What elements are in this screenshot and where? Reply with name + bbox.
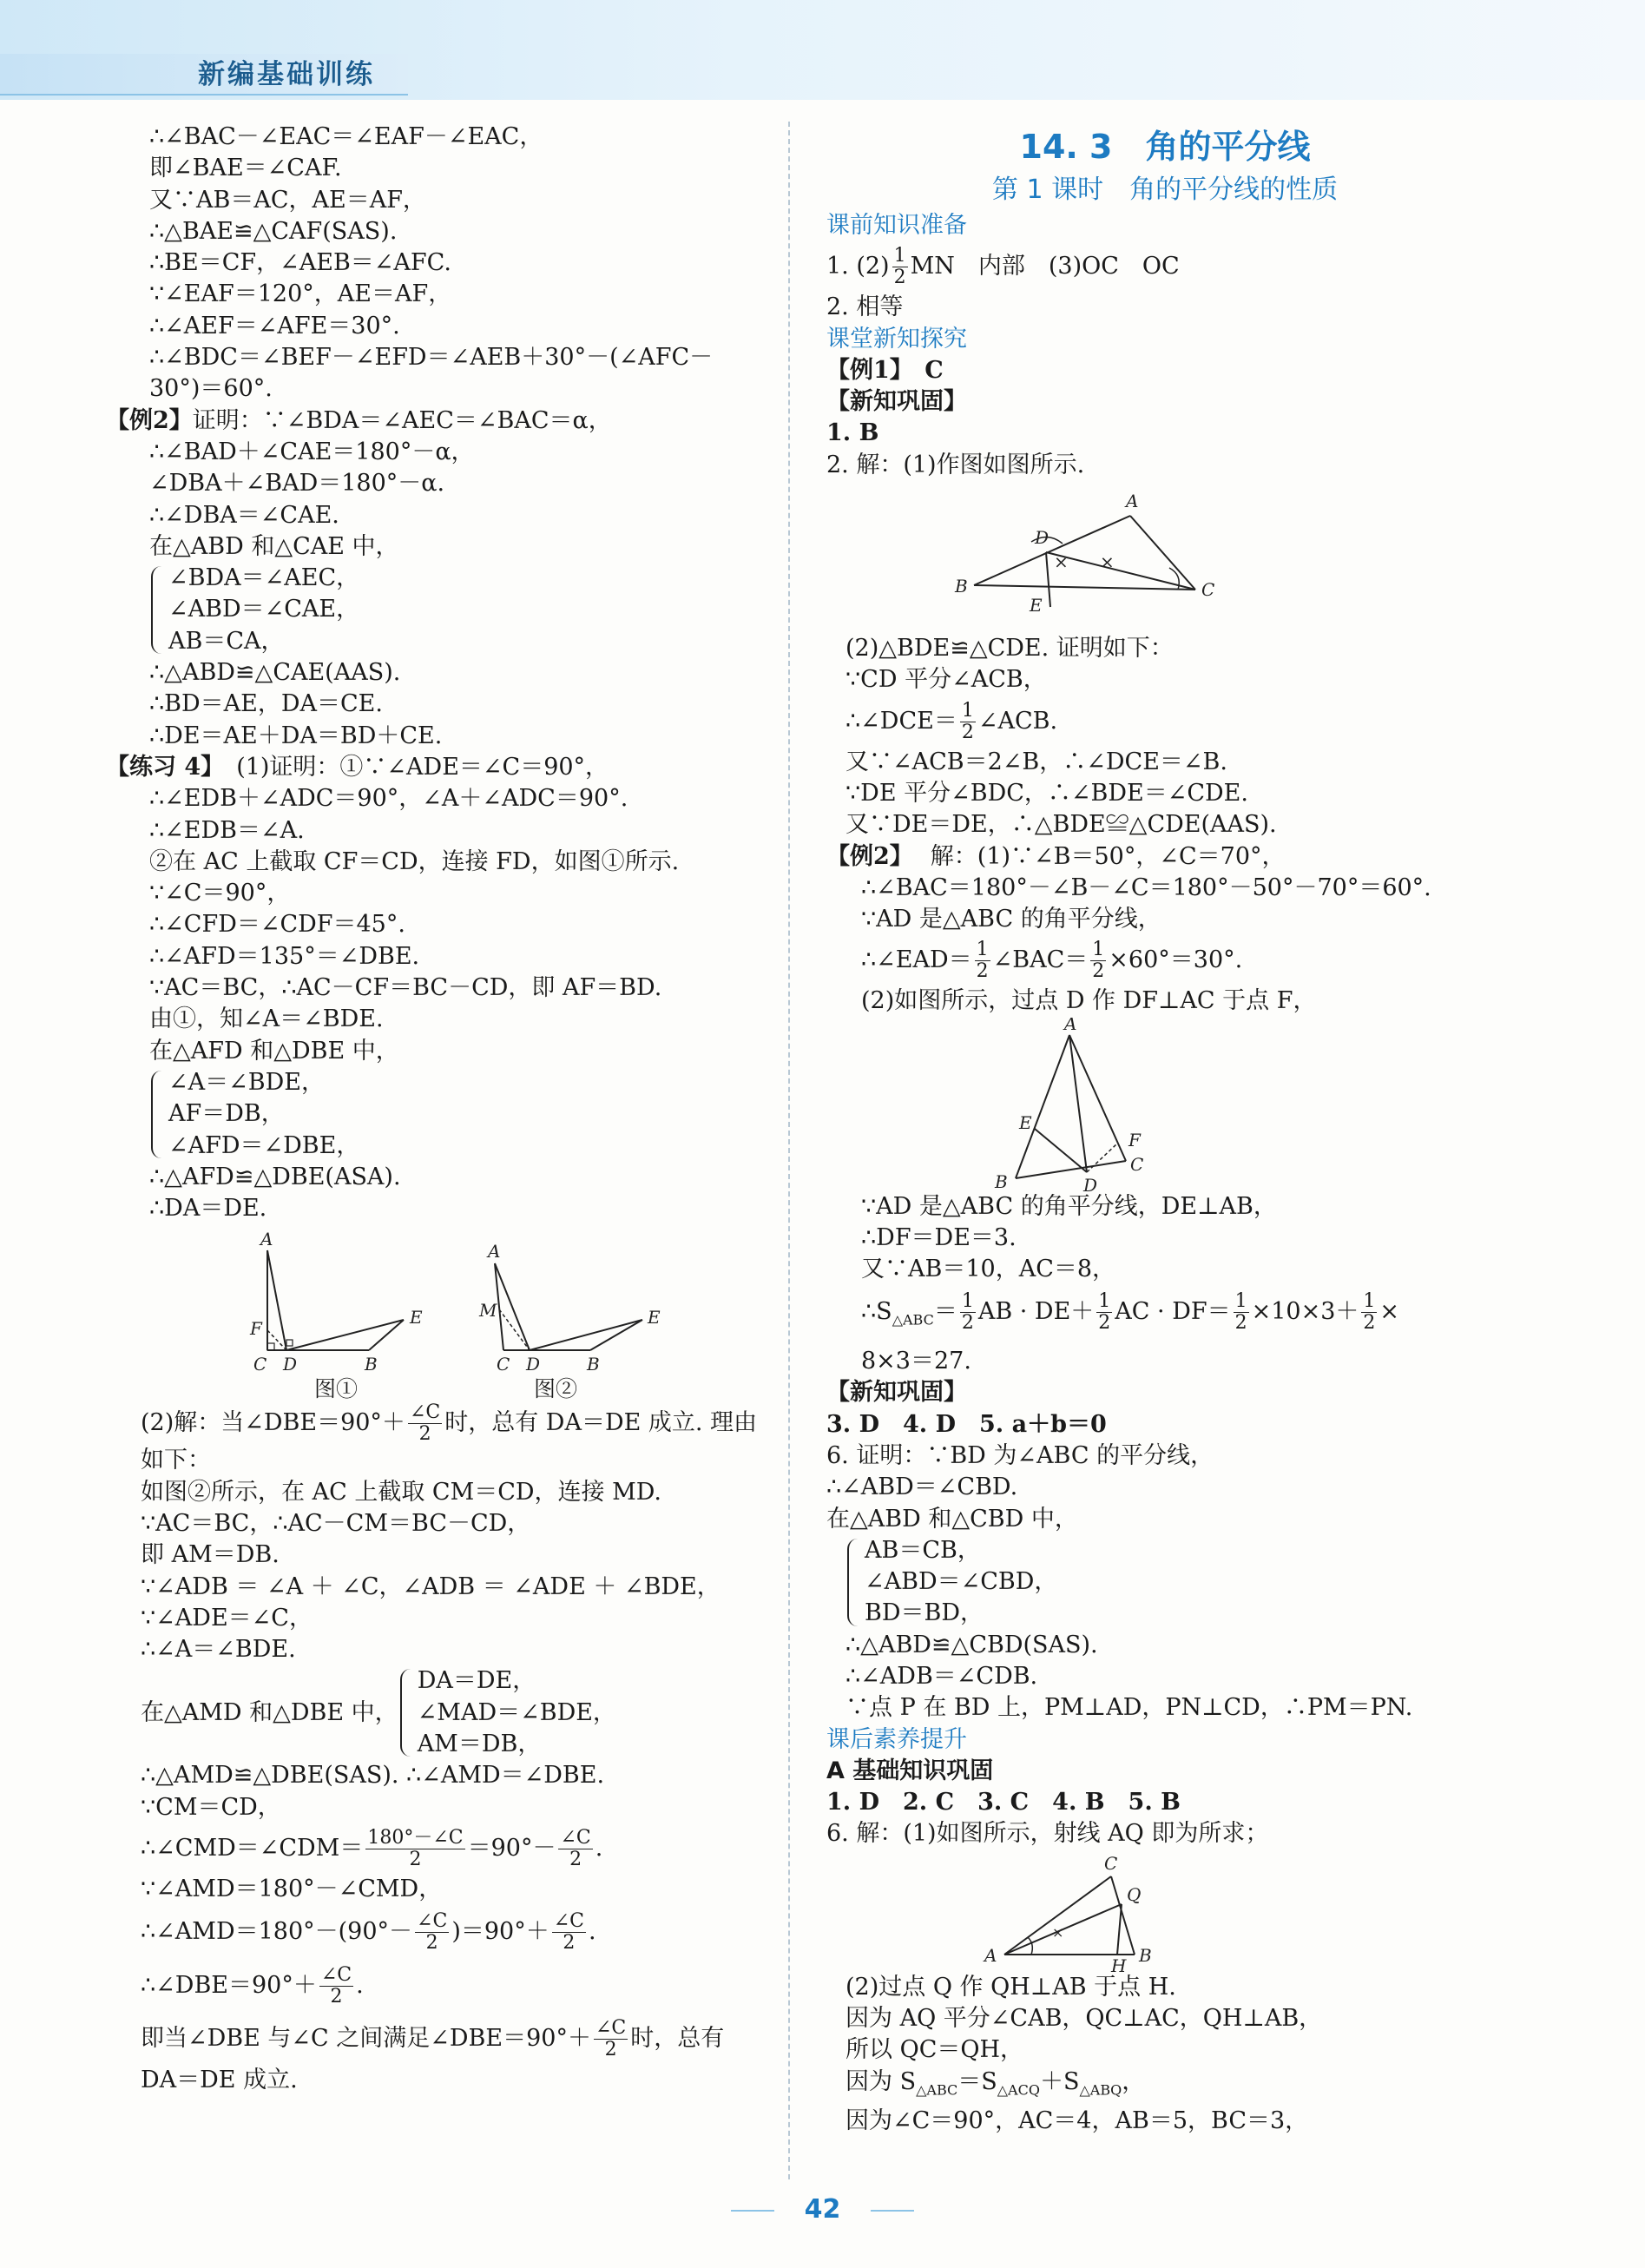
- figC-label-h: H: [1111, 1955, 1127, 1972]
- figure-a: [826, 481, 1486, 633]
- text-line: ∴∠BDC＝∠BEF－∠EFD＝∠AEB＋30°－(∠AFC－: [149, 344, 714, 372]
- text-line: ∴∠EDB＝∠A.: [149, 816, 305, 844]
- prep-2: 2. 相等: [826, 293, 904, 321]
- text-line: ∵CD 平分∠ACB，: [846, 666, 1047, 694]
- text-run: ∴∠EAD＝: [861, 946, 972, 974]
- conclusion-end: DA＝DE 成立.: [141, 2067, 298, 2094]
- text-run: ×10×3＋: [1251, 1297, 1359, 1325]
- part-2-body: [141, 1445, 773, 1665]
- text-line: ∴△ABD≌△CBD(SAS).: [846, 1631, 1098, 1658]
- fraction-numerator: 1: [1363, 1289, 1376, 1312]
- example-2-label: 【例2】: [826, 842, 913, 870]
- ead-equation: [861, 935, 1504, 986]
- text-run: (2)解：当∠DBE＝90°＋: [141, 1409, 405, 1437]
- text-line: ∴△ABD≌△CAE(AAS).: [149, 659, 401, 687]
- fraction-numerator: 1: [1098, 1289, 1111, 1312]
- subscript: △ABC: [916, 2081, 958, 2099]
- amd-line-2: ∴∠AMD＝180°－(90°－ $\frac{\angle C}{2}$ )＝90°＋ $\frac{\angle C}{2}$ .: [141, 1910, 596, 1955]
- text-line: (2)过点 Q 作 QH⊥AB 于点 H.: [846, 1973, 1176, 2001]
- area-sum-line: [846, 2067, 1504, 2106]
- text-line: 6. 证明：∵BD 为∠ABC 的平分线，: [826, 1441, 1214, 1469]
- fig2-label-m: M: [479, 1300, 497, 1322]
- text-line: 在△ABD 和△CBD 中，: [826, 1505, 1078, 1533]
- fig2-label-e: E: [648, 1307, 661, 1328]
- text-line: ∴∠ADB＝∠CDB.: [846, 1663, 1038, 1690]
- fraction-denominator: 2: [563, 1932, 576, 1955]
- example-2-heading-line: [106, 405, 773, 437]
- text-run: ∠ACB.: [977, 707, 1058, 735]
- text-line: ∠A＝∠BDE，: [168, 1068, 325, 1096]
- fraction-denominator: 2: [1098, 1311, 1111, 1334]
- text-line: ∴∠AFD＝135°＝∠DBE.: [149, 942, 420, 970]
- figB-label-d: D: [1083, 1174, 1098, 1191]
- figA-label-e: E: [1030, 595, 1043, 616]
- fraction-one-half: [1361, 1291, 1377, 1334]
- example-2-conclusion: [149, 657, 773, 752]
- text-line: ∴△AMD≌△DBE(SAS). ∴∠AMD＝∠DBE.: [141, 1762, 605, 1790]
- example-2-line: 证明：∵∠BDA＝∠AEC＝∠BAC＝α，: [192, 406, 612, 434]
- text-run: ×: [1379, 1297, 1399, 1325]
- conclusion-line: [141, 2013, 773, 2065]
- fraction-denominator: 2: [604, 2039, 617, 2061]
- left-column: [106, 122, 773, 2097]
- fig2-label-a: A: [488, 1241, 501, 1263]
- practice-4-body: [149, 783, 773, 1067]
- problem-6-conclusion: [846, 1630, 1504, 1724]
- text-line: 如图②所示，在 AC 上截取 CM＝CD，连接 MD.: [141, 1478, 662, 1506]
- fraction-c-over-2: [408, 1402, 442, 1445]
- text-run: 在△AMD 和△DBE 中，: [141, 1698, 398, 1726]
- answer-1: 1. B: [826, 419, 879, 447]
- fraction-denominator: 2: [961, 721, 974, 743]
- question-6-body: [846, 1972, 1504, 2067]
- page-header: [0, 0, 1645, 100]
- text-line: ∴DF＝DE＝3.: [861, 1224, 1017, 1252]
- figA-label-a: A: [1126, 491, 1139, 512]
- fraction-denominator: 2: [330, 1986, 343, 2008]
- text-line: ∵点 P 在 BD 上，PM⊥AD，PN⊥CD，∴PM＝PN.: [846, 1694, 1413, 1722]
- dbe-line: ∴∠DBE＝90°＋ $\frac{\angle C}{2}$ .: [141, 1964, 364, 2008]
- text-line: ∵∠EAF＝120°，AE＝AF，: [149, 280, 452, 308]
- text-line: ∵∠C＝90°，: [149, 880, 291, 907]
- fraction-denominator: 2: [569, 1848, 582, 1870]
- fraction-one-half: [960, 1291, 976, 1334]
- fraction: [594, 2018, 628, 2060]
- text-line: 又∵∠ACB＝2∠B，∴∠DCE＝∠B.: [846, 748, 1227, 775]
- text-run: ∴∠DCE＝: [846, 707, 957, 735]
- fig1-label-a: A: [260, 1229, 273, 1250]
- answer-2: 2. 解：(1)作图如图所示.: [826, 451, 1085, 478]
- figB-label-b: B: [995, 1170, 1008, 1191]
- fraction-numerator: 1: [893, 245, 906, 267]
- text-line: ∴∠AEF＝∠AFE＝30°.: [149, 312, 400, 340]
- text-line: ∴∠A＝∠BDE.: [141, 1636, 296, 1664]
- fraction-numerator: ∠C: [409, 1401, 441, 1424]
- text-run: AB · DE＋: [977, 1297, 1095, 1325]
- text-line: ∴∠CFD＝∠CDF＝45°.: [149, 911, 405, 939]
- text-run: ＝90°－: [467, 1834, 556, 1862]
- text-line: ∴△BAE≌△CAF(SAS).: [149, 217, 398, 245]
- part-2-heading: [141, 1402, 773, 1445]
- fraction: [552, 1911, 586, 1954]
- text-run: ，: [1122, 2067, 1146, 2095]
- text-line: DA＝DE，: [417, 1667, 536, 1695]
- fraction-numerator: ∠C: [560, 1826, 591, 1849]
- text-line: 在△ABD 和△CAE 中，: [149, 532, 399, 560]
- part-2-conclusion: [141, 1760, 773, 1823]
- figure-2: [478, 1241, 661, 1375]
- text-line: ∴∠BAC＝180°－∠B－∠C＝180°－50°－70°＝60°.: [861, 874, 1431, 901]
- text-line: 因为 AQ 平分∠CAB，QC⊥AC，QH⊥AB，: [846, 2005, 1323, 2033]
- lesson-title: 第 1 课时 角的平分线的性质: [991, 175, 1339, 205]
- fraction-numerator: ∠C: [417, 1910, 448, 1933]
- answers-1-5: 1. D 2. C 3. C 4. B 5. B: [826, 1789, 1181, 1816]
- fraction-one-half: [1096, 1291, 1112, 1334]
- example-2-heading: [826, 841, 1504, 873]
- text-line: ∴DE＝AE＋DA＝BD＋CE.: [149, 722, 443, 749]
- fraction-numerator: 1: [961, 1289, 974, 1312]
- fig1-label-b: B: [365, 1354, 378, 1375]
- fraction-denominator: 2: [893, 267, 906, 289]
- example-1: 【例1】 C: [826, 356, 944, 384]
- text-run: 解：(1)∵∠B＝50°，∠C＝70°，: [930, 842, 1286, 870]
- text-run: 即当∠DBE 与∠C 之间满足∠DBE＝90°＋: [141, 2025, 591, 2053]
- text-line: 由①，知∠A＝∠BDE.: [149, 1005, 384, 1033]
- text-line: ∠ABD＝∠CAE，: [168, 596, 360, 623]
- fraction-denominator: 2: [425, 1932, 438, 1955]
- figB-label-e: E: [1019, 1111, 1032, 1133]
- text-run: ＝: [933, 1297, 957, 1325]
- fraction-numerator: 1: [976, 939, 989, 961]
- svg-text:×: ×: [1052, 1923, 1064, 1941]
- example-2-label: 【例2】: [106, 406, 193, 434]
- fraction-denominator: 2: [1092, 960, 1105, 983]
- fraction-denominator: 2: [961, 1311, 974, 1334]
- fraction-denominator: 2: [418, 1423, 431, 1446]
- fraction-numerator: 1: [1092, 939, 1105, 961]
- text-line: 又∵AB＝10，AC＝8，: [861, 1256, 1116, 1283]
- left-brace: [847, 1539, 861, 1626]
- figA-label-c: C: [1201, 579, 1215, 601]
- text-line: ∴∠BAC－∠EAC＝∠EAF－∠EAC，: [149, 123, 543, 150]
- column-divider: [788, 122, 790, 2179]
- figure-b: [826, 1018, 1486, 1191]
- subscript: △ACQ: [997, 2081, 1040, 2099]
- consolidate-heading-2: 【新知巩固】: [826, 1379, 967, 1407]
- text-line: ∵AC＝BC，∴AC－CM＝BC－CD，: [141, 1509, 531, 1537]
- answer-continuation: [149, 122, 773, 405]
- section-classroom: 课堂新知探究: [826, 325, 967, 353]
- text-line: ∵CM＝CD，: [141, 1793, 281, 1821]
- fig2-label-b: B: [587, 1354, 600, 1375]
- text-line: ∴∠EDB＋∠ADC＝90°，∠A＋∠ADC＝90°.: [149, 785, 628, 813]
- fraction-numerator: 180°－∠C: [367, 1826, 464, 1849]
- fig1-label-c: C: [253, 1354, 267, 1375]
- answers-3-5: 3. D 4. D 5. a＋b＝0: [826, 1410, 1107, 1438]
- example-2-body: [861, 873, 1504, 936]
- text-line: ∴∠BAD＋∠CAE＝180°－α，: [149, 438, 475, 465]
- answer-2-body: [846, 633, 1504, 696]
- text-line: ∵AD 是△ABC 的角平分线，DE⊥AB，: [861, 1192, 1277, 1220]
- text-line: ∴DA＝DE.: [149, 1195, 267, 1223]
- fraction-one-half: [1090, 940, 1106, 982]
- chapter-title: 14. 3 角的平分线: [1019, 128, 1311, 166]
- text-line: AB＝CB，: [865, 1536, 981, 1564]
- question-6-last: 因为∠C＝90°，AC＝4，AB＝5，BC＝3，: [846, 2107, 1309, 2135]
- text-line: 又∵AB＝AC，AE＝AF，: [149, 186, 426, 214]
- fraction-one-half: [1234, 1291, 1249, 1334]
- area-equation: [861, 1286, 1504, 1346]
- text-line: ∴△AFD≌△DBE(ASA).: [149, 1163, 401, 1190]
- fraction: [415, 1911, 449, 1954]
- figure-c: [826, 1850, 1486, 1972]
- text-run: ＋S: [1039, 2067, 1080, 2095]
- text-line: ∵∠ADE＝∠C，: [141, 1604, 313, 1632]
- fraction-one-half: [960, 701, 976, 743]
- subscript: △ABC: [892, 1311, 934, 1328]
- text-run: MN 内部 (3)OC OC: [910, 253, 1180, 280]
- fraction-numerator: ∠C: [553, 1910, 584, 1933]
- right-column: [826, 122, 1504, 2138]
- figB-label-f: F: [1128, 1129, 1141, 1150]
- practice-4-system: [149, 1067, 773, 1162]
- problem-6: [826, 1441, 1504, 1535]
- text-run: ∴∠AMD＝180°－(90°－: [141, 1918, 413, 1946]
- text-line: 如下：: [141, 1447, 211, 1474]
- question-6: 6. 解：(1)如图所示，射线 AQ 即为所求；: [826, 1820, 1269, 1848]
- fraction-numerator: ∠C: [320, 1964, 352, 1987]
- fraction-denominator: 2: [409, 1848, 422, 1870]
- figB-label-c: C: [1130, 1153, 1144, 1175]
- text-line: (2)△BDE≌△CDE. 证明如下：: [846, 635, 1174, 663]
- text-line: ∠MAD＝∠BDE，: [417, 1698, 616, 1726]
- text-line: 即∠BAE＝∠CAF.: [149, 155, 342, 182]
- prep-1: [826, 241, 1504, 292]
- text-run: 时，总有: [630, 2025, 725, 2053]
- amd-dbe-system-line: [141, 1665, 773, 1760]
- text-line: ∠ABD＝∠CBD，: [865, 1568, 1058, 1596]
- fig1-label-f: F: [250, 1318, 262, 1340]
- text-run: ∴S: [861, 1297, 892, 1325]
- text-line: ∠AFD＝∠DBE，: [168, 1131, 360, 1159]
- text-run: )＝90°＋: [451, 1918, 549, 1946]
- text-line: AB＝CA，: [168, 627, 285, 655]
- fraction-denominator: 2: [1363, 1311, 1376, 1334]
- consolidate-heading: 【新知巩固】: [826, 388, 967, 416]
- practice-4-line: (1)证明：①∵∠ADE＝∠C＝90°，: [236, 753, 609, 781]
- text-line: ∴BE＝CF，∠AEB＝∠AFC.: [149, 249, 451, 277]
- figC-label-b: B: [1139, 1944, 1152, 1966]
- figC-label-q: Q: [1127, 1883, 1142, 1905]
- text-run: ∴∠CMD＝∠CDM＝: [141, 1834, 364, 1862]
- text-line: AM＝DB，: [417, 1731, 542, 1758]
- figB-label-a: A: [1064, 1017, 1077, 1034]
- cmd-equation: ∴∠CMD＝∠CDM＝ $\frac{180^\circ-\angle C}{2}$ ＝90°－ $\frac{\angle C}{2}$ .: [141, 1826, 603, 1870]
- figure-1: [249, 1229, 423, 1375]
- text-run: ＝S: [957, 2067, 997, 2095]
- fraction: [319, 1965, 353, 2008]
- subsection-a: A 基础知识巩固: [826, 1757, 994, 1784]
- subscript: △ABQ: [1079, 2081, 1122, 2099]
- fig1-label-e: E: [410, 1307, 423, 1328]
- page-number-dash-right: [871, 2210, 914, 2212]
- section-after-class: 课后素养提升: [826, 1725, 967, 1753]
- fraction-denominator: 2: [1234, 1311, 1247, 1334]
- amd-dbe-system: [398, 1665, 616, 1760]
- problem-6-system: [846, 1535, 1504, 1630]
- figure-1-and-2: [217, 1224, 825, 1398]
- text-run: AC · DF＝: [1115, 1297, 1231, 1325]
- fraction-one-half: [892, 246, 908, 288]
- practice-4-conclusion: [149, 1162, 773, 1225]
- dce-equation: [846, 696, 1504, 747]
- left-brace: [400, 1669, 414, 1757]
- text-run: ∠BAC＝: [992, 946, 1089, 974]
- figA-label-d: D: [1035, 527, 1050, 549]
- fig2-label-d: D: [526, 1354, 541, 1375]
- fraction-numerator: ∠C: [595, 2017, 627, 2040]
- text-line: ∴∠DBA＝∠CAE.: [149, 501, 339, 529]
- text-line: 所以 QC＝QH，: [846, 2036, 1024, 2064]
- fraction-one-half: [975, 940, 990, 982]
- text-line: BD＝BD，: [865, 1599, 984, 1627]
- text-line: AF＝DB，: [168, 1100, 285, 1128]
- example-2-body: [149, 437, 773, 563]
- text-line: ∵∠ADB ＝ ∠A ＋ ∠C，∠ADB ＝ ∠ADE ＋ ∠BDE，: [141, 1572, 721, 1600]
- text-line: ∵DE 平分∠BDC，∴∠BDE＝∠CDE.: [846, 779, 1248, 807]
- text-line: ②在 AC 上截取 CF＝CD，连接 FD，如图①所示.: [149, 847, 680, 875]
- text-line: 又∵DE＝DE，∴△BDE≌△CDE(AAS).: [846, 811, 1277, 839]
- practice-4-heading-line: [106, 752, 773, 783]
- figure-1-caption: 图①: [314, 1376, 359, 1402]
- text-run: ∴∠DBE＝90°＋: [141, 1972, 317, 2000]
- figC-label-c: C: [1104, 1852, 1118, 1874]
- left-brace: [151, 566, 165, 654]
- text-line: 30°)＝60°.: [149, 375, 273, 403]
- section-prep: 课前知识准备: [826, 212, 967, 239]
- svg-text:×: ×: [1100, 551, 1115, 573]
- fraction-numerator: 1: [961, 699, 974, 722]
- text-line: 在△AFD 和△DBE 中，: [149, 1037, 399, 1065]
- text-run: ×60°＝30°.: [1109, 946, 1243, 974]
- figure-2-caption: 图②: [534, 1376, 578, 1402]
- text-run: 因为 S: [846, 2067, 917, 2095]
- text-line: ∠DBA＋∠BAD＝180°－α.: [149, 470, 445, 498]
- area-result: 8×3＝27.: [861, 1348, 971, 1375]
- text-line: ∴∠ABD＝∠CBD.: [826, 1474, 1018, 1501]
- text-run: 1. (2): [826, 253, 890, 280]
- fig2-label-c: C: [497, 1354, 510, 1375]
- text-line: ∵AC＝BC，∴AC－CF＝BC－CD，即 AF＝BD.: [149, 974, 662, 1002]
- text-line: ∴BD＝AE，DA＝CE.: [149, 690, 383, 718]
- example-2-more: [861, 1191, 1504, 1286]
- text-line: ∵AD 是△ABC 的角平分线，: [861, 906, 1161, 933]
- answer-2-more: [846, 747, 1504, 841]
- fraction-denominator: 2: [976, 960, 989, 983]
- example-2-part-2: (2)如图所示，过点 D 作 DF⊥AC 于点 F，: [861, 987, 1317, 1015]
- figC-label-a: A: [984, 1944, 997, 1966]
- practice-4-label: 【练习 4】: [106, 753, 225, 781]
- page-number: 42: [804, 2194, 841, 2225]
- amd-line-1: ∵∠AMD＝180°－∠CMD，: [141, 1875, 443, 1902]
- fraction-numerator: 1: [1234, 1289, 1247, 1312]
- fraction: [558, 1828, 592, 1870]
- fig1-label-d: D: [283, 1354, 298, 1375]
- left-brace: [151, 1071, 165, 1158]
- figA-label-b: B: [955, 576, 968, 597]
- text-line: 即 AM＝DB.: [141, 1541, 280, 1569]
- text-run: 时，总有 DA＝DE 成立. 理由: [444, 1409, 758, 1437]
- series-title: 新编基础训练: [198, 59, 375, 90]
- text-line: ∠BDA＝∠AEC，: [168, 564, 360, 592]
- figure-pair: [130, 1224, 773, 1402]
- svg-text:×: ×: [1054, 551, 1069, 573]
- example-2-system: [149, 563, 773, 657]
- fraction: [365, 1828, 464, 1870]
